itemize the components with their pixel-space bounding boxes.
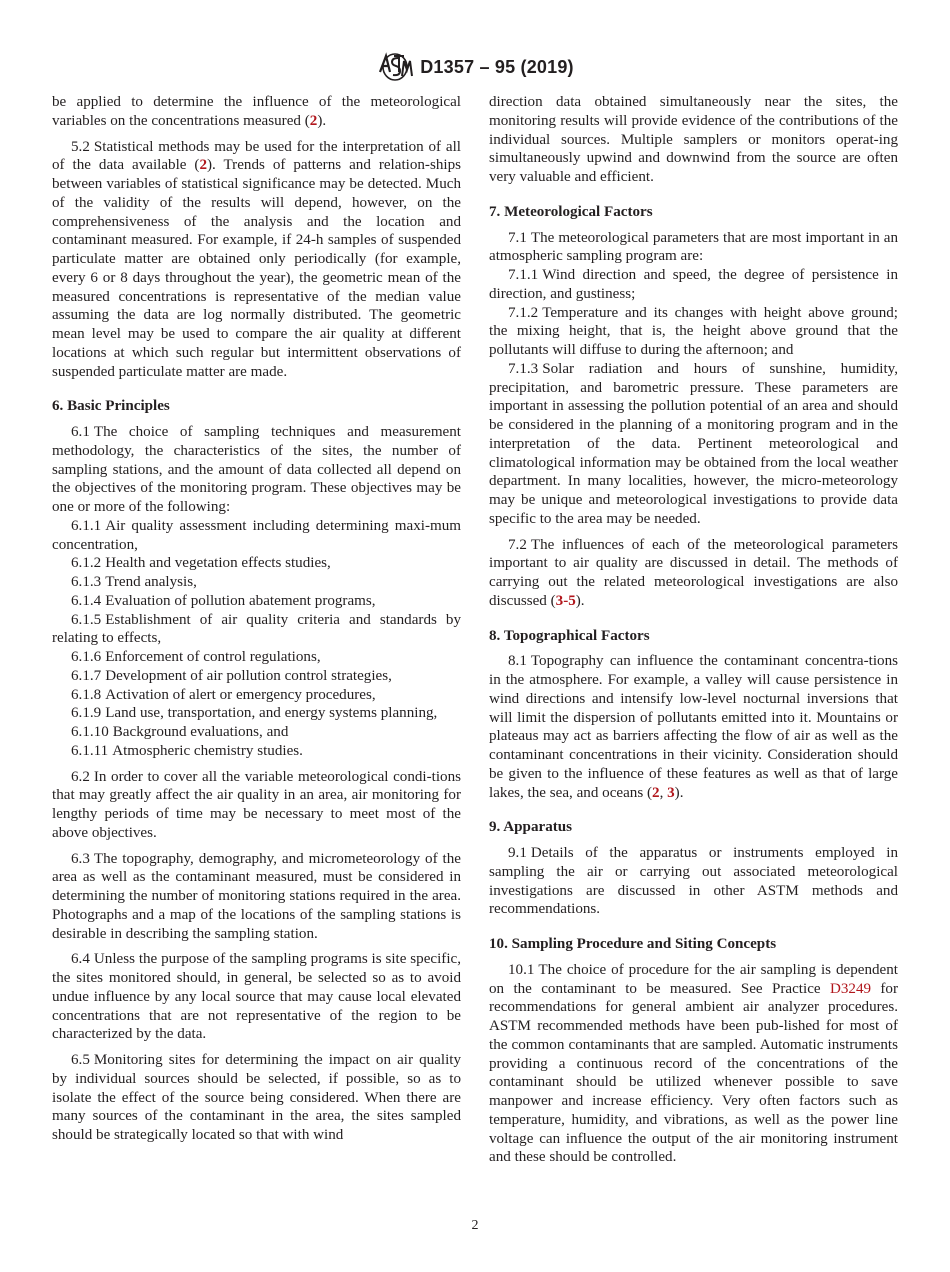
paragraph-6-5 — [52, 1051, 461, 1145]
list-item-text: Health and vegetation effects studies, — [105, 555, 331, 572]
list-item-text: Trend analysis, — [105, 574, 197, 590]
list-item-text: Land use, transportation, and energy systems planning, — [105, 705, 438, 722]
paragraph-text: Statistical methods may be used for the interpretation of all of the data available ( — [52, 138, 461, 174]
document-id: D1357 – 95 (2019) — [420, 56, 574, 77]
section-heading-6: 6. Basic Principles — [52, 398, 170, 415]
left-column — [52, 93, 461, 1145]
practice-d3249-link[interactable]: D3249 — [829, 980, 872, 997]
list-item-text: Evaluation of pollution abatement programs, — [105, 592, 376, 609]
clause-number: 10.1 — [508, 961, 535, 978]
paragraph-6-3 — [52, 850, 461, 944]
list-item-text: Air quality assessment including determining maxi-mum concentration, — [52, 517, 461, 553]
list-item-text: Activation of alert or emergency procedures, — [105, 686, 376, 703]
list-item-text: Development of air pollution control strategies, — [105, 667, 392, 684]
continued-paragraph — [52, 93, 461, 131]
paragraph-text: The influences of each of the meteorological parameters important to air quality are discussed in detail. The methods of carrying out the related meteorological investigations are also discussed ( — [489, 536, 898, 609]
clause-number: 6.1.4 — [71, 592, 102, 609]
paragraph-text: Unless the purpose of the sampling programs is site specific, the sites monitored should, in general, be selected so as to avoid undue influence by any local source that may cause local elevated concentrations that are not representative of the region to be characterized by the data. — [52, 951, 461, 1043]
paragraph-text: ). — [575, 592, 585, 609]
list-item-6-1-10 — [52, 723, 461, 742]
clause-number: 9.1 — [508, 845, 527, 861]
paragraph-7-1-2 — [489, 304, 898, 360]
clause-number: 7.1.3 — [508, 360, 539, 377]
list-item-6-1-7 — [52, 667, 461, 686]
paragraph-6-2 — [52, 768, 461, 843]
paragraph-text: ). — [674, 784, 684, 801]
reference-link[interactable]: 2 — [652, 784, 660, 801]
list-item-6-1-4 — [52, 592, 461, 611]
clause-number: 6.4 — [71, 951, 90, 968]
paragraph-text: In order to cover all the variable meteorological condi-tions that may greatly affect the air quality in an area, air monitoring for lengthy periods of time may be necessary to meet most of the above objectives. — [52, 768, 461, 841]
paragraph-7-1-1 — [489, 266, 898, 304]
section-heading-10: 10. Sampling Procedure and Siting Concepts — [489, 936, 777, 952]
clause-number: 6.1.7 — [71, 667, 102, 684]
page-header — [0, 52, 950, 84]
clause-number: 6.3 — [71, 850, 90, 867]
paragraph-text: be applied to determine the influence of the meteorological variables on the concentrations measured ( — [52, 94, 461, 129]
clause-number: 6.1.1 — [71, 517, 102, 534]
paragraph-9-1 — [489, 844, 898, 919]
paragraph-7-2 — [489, 536, 898, 611]
list-item-6-1-2 — [52, 554, 461, 573]
clause-number: 7.1.2 — [508, 304, 539, 321]
continued-paragraph: direction data obtained simultaneously near the sites, the monitoring results will provide evidence of the contributions of the individual sources. Multiple samplers or monitors operat-ing simultaneously upwind and downwind from the source are often very valuable and efficient. — [489, 94, 898, 185]
clause-number: 6.1.3 — [71, 574, 102, 590]
paragraph-text: The choice of procedure for the air sampling is dependent on the contaminant to be measured. See Practice — [489, 961, 898, 997]
list-item-6-1-6 — [52, 648, 461, 667]
paragraph-10-1 — [489, 961, 898, 1167]
paragraph-6-1 — [52, 423, 461, 517]
list-item-6-1-8 — [52, 686, 461, 705]
clause-number: 6.1.8 — [71, 686, 102, 703]
clause-number: 6.1 — [71, 424, 90, 440]
clause-number: 6.5 — [71, 1052, 90, 1068]
paragraph-text: Wind direction and speed, the degree of persistence in direction, and gustiness; — [489, 267, 898, 302]
section-heading-7: 7. Meteorological Factors — [489, 203, 653, 220]
paragraph-text: The meteorological parameters that are most important in an atmospheric sampling program are: — [489, 229, 898, 265]
paragraph-text: ). Trends of patterns and relation-ships between variables of statistical significance may be detected. Much of the validity of the results will depend, however, on the comprehensiveness of the analysis and the location and contaminant measured. For example, if 24-h samples of suspended particulate matter are obtained only periodically (for example, every 6 or 8 days throughout the year), the geometric mean of the measured concentrations is representative of the median value assuming the data are log normally distributed. The geometric mean level may be used to compare the air quality at different locations at which such regular but intermittent observations of suspended particulate matter are made. — [52, 157, 461, 380]
paragraph-text: The choice of sampling techniques and measurement methodology, the characteristics of the sites, the number of sampling stations, and the amount of data collected all depend on the objectives of the monitoring program. These objectives may be one or more of the following: — [52, 424, 461, 515]
clause-number: 7.1.1 — [508, 267, 539, 283]
paragraph-5-2 — [52, 138, 461, 382]
clause-number: 7.1 — [508, 229, 527, 246]
paragraph-text: Monitoring sites for determining the impact on air quality by individual sources should be selected, if possible, so as to isolate the effect of the source being considered. When there are many sources of the contaminant in the area, the sites sampled should be strategically located so that with wind — [52, 1052, 461, 1143]
reference-link[interactable]: 2 — [309, 112, 318, 129]
paragraph-7-1-3 — [489, 360, 898, 529]
list-item-text: Background evaluations, and — [112, 724, 289, 740]
clause-number: 8.1 — [508, 653, 527, 670]
list-item-6-1-9 — [52, 704, 461, 723]
paragraph-text: Topography can influence the contaminant concentra-tions in the atmosphere. For example, a valley will cause persistence in wind directions and intensify low-level nocturnal inversions that will limit the dispersion of pollutants emitted into it. Mountains or plateaus may act as barriers affecting the flow of air as well as the contaminant concentrations in their vicinity. Consideration should be given to the influence of these features as well as that of large lakes, the sea, and oceans ( — [489, 653, 898, 801]
clause-number: 6.1.10 — [71, 724, 109, 740]
list-item-6-1-5 — [52, 611, 461, 649]
list-item-6-1-3 — [52, 573, 461, 592]
reference-link[interactable]: 3 — [667, 784, 675, 801]
list-item-text: Enforcement of control regulations, — [105, 649, 321, 665]
clause-number: 6.1.9 — [71, 705, 102, 722]
paragraph-text: The topography, demography, and micrometeorology of the area as well as the contaminant measured, must be considered in determining the number of monitoring stations required in the area. Photographs and a map of the locations of the sampling stations is desirable in describing the sampling station. — [52, 850, 461, 942]
paragraph-8-1 — [489, 652, 898, 802]
clause-number: 6.1.6 — [71, 649, 102, 665]
paragraph-6-4 — [52, 950, 461, 1044]
paragraph-text: ). — [317, 112, 327, 129]
clause-number: 6.1.11 — [71, 742, 109, 759]
list-item-text: Establishment of air quality criteria and standards by relating to effects, — [52, 611, 461, 647]
right-column — [489, 93, 898, 1167]
page-number: 2 — [471, 1218, 479, 1233]
clause-number: 7.2 — [508, 536, 527, 553]
reference-link[interactable]: 3-5 — [555, 592, 576, 609]
clause-number: 6.1.2 — [71, 555, 102, 572]
clause-number: 6.1.5 — [71, 611, 102, 628]
astm-logo-icon — [376, 52, 414, 82]
clause-number: 5.2 — [71, 138, 90, 155]
paragraph-7-1 — [489, 229, 898, 267]
section-heading-8: 8. Topographical Factors — [489, 627, 650, 644]
paragraph-text: for recommendations for general ambient air analyzer procedures. ASTM recommended methods have been pub-lished for most of the common contaminants that are sampled. Automatic instruments providing a continuous record of the concentrations of the contaminant should be utilized whenever possible to save manpower and increase efficiency. Very often factors such as temperature, humidity, and vibrations, as well as the power line voltage can influence the output of the air monitoring instrument and these should be controlled. — [489, 980, 898, 1166]
section-heading-9: 9. Apparatus — [489, 819, 573, 836]
clause-number: 6.2 — [71, 768, 90, 785]
paragraph-text: , — [659, 784, 668, 801]
paragraph-text: Details of the apparatus or instruments employed in sampling the air or carrying out associated meteorological investigations are discussed in other ASTM methods and recommendations. — [489, 845, 898, 918]
reference-link[interactable]: 2 — [199, 157, 208, 174]
list-item-6-1-1 — [52, 517, 461, 555]
list-item-6-1-11 — [52, 742, 461, 761]
paragraph-text: Solar radiation and hours of sunshine, humidity, precipitation, and barometric pressure. These parameters are important in assessing the pollution potential of an area and should be considered in the planning of a monitoring program and in the interpretation of the data. Pertinent meteorological and climatological information may be obtained from the local weather department. In many localities, however, the micro-meteorology may be unique and meteorological investigations to provide data specific to the area may be needed. — [489, 360, 898, 527]
paragraph-text: Temperature and its changes with height above ground; the mixing height, that is, the height above ground that the pollutants will diffuse to during the afternoon; and — [489, 304, 898, 358]
list-item-text: Atmospheric chemistry studies. — [112, 742, 303, 759]
